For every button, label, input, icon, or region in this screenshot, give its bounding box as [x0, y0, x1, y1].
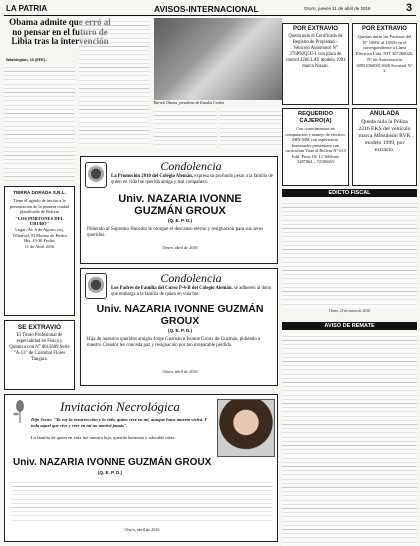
invitacion-name: Univ. NAZARIA IVONNE GUZMÁN GROUX: [13, 457, 212, 468]
article-photo-caption: Barack Obama, presidente de Estados Unidos: [154, 101, 225, 105]
invitacion-rip: (Q. E. P. D.): [98, 470, 122, 475]
notice-time: Hrs. 19:30 Fecha:: [23, 238, 56, 244]
por-extravio-notice-2: [352, 23, 417, 105]
condolencia-org-rest: se adhieren al dolor que embarga a la familia de quien en vida fue:: [111, 286, 272, 297]
condolencia-heading: Condolencia: [160, 271, 222, 285]
condolencia-org-rest: expresa su profundo pesar a la familia de quien en vida fue querida amiga y leal compañera:: [111, 174, 273, 185]
flower-icon: [11, 399, 29, 423]
invitacion-heading: Invitación Necrológica: [60, 399, 180, 414]
condolencia-rip: (Q. E. P. D.): [168, 328, 192, 333]
condolencia-signoff: Oruro, abril de 2016: [162, 369, 198, 374]
notice-title: REQUERIDO CAJERO(A): [297, 111, 334, 124]
article-headline: Obama admite que erró al no pensar en el futuro de Libia tras la intervención: [9, 17, 111, 47]
tierra-dorada-notice: [4, 186, 75, 316]
edicto-fiscal: [282, 189, 417, 319]
condolencia-org: La Promoción 2010 del Colegio Alemán,: [111, 174, 193, 179]
condolencia-message: Hija de nuestros queridos amigos Jorge Guzmán e Ivonne Groux de Guzmán, pidiendo a nuestro Creador les conceda paz y resignación por tan irreparable pérdida.: [87, 337, 261, 348]
anulada-notice: [352, 108, 417, 186]
quote-author: Dijo Jesús:: [31, 417, 53, 422]
invitacion-intro: La familia de quien en vida fue nuestra hija, querida hermana y adorable nieta:: [31, 435, 176, 440]
notice-date: 11 de Abril 2016: [24, 243, 55, 249]
paper-name: LA PATRIA: [6, 4, 48, 13]
condolencia-name-2: GROUX: [160, 315, 200, 327]
notice-body: Queda nulo el Certificado de Registro de Propiedad – Vehículo Automotor N° 376P90Q5U-1 con placa de control 1266 LAY modelo 1991 marca Nissan.: [285, 34, 346, 69]
page-header: [4, 3, 416, 16]
notice-body: Quedan nulas las Facturas del N° 10001 al 10500 en el correspondiente a Línea Eléctrica Ltda. NIT 307260026, N° de Autorización 389510600011668 Sucursal N° 2: [355, 34, 414, 74]
date-line: Oruro, jueves 11 de abril de 2016: [304, 6, 371, 11]
condolencia-name-1: Univ. NAZARIA IVONNE: [118, 193, 242, 205]
article-body-col1: [4, 64, 75, 182]
notice-body: Con conocimientos en computación y manejo de efectivo. MIN-MM con experiencia. Interesados presentarse con currículum Vitae al Bolívar N° 613 Edif. Pisos Of. 13 Teléfono 5287064 – 72100663: [285, 126, 346, 164]
invitacion-signoff: Oruro, abril de 2016: [124, 527, 160, 532]
article-photo: [154, 18, 282, 100]
school-crest-icon: [85, 162, 107, 188]
notice-title: SE EXTRAVIÓ: [17, 324, 62, 331]
article-body-col3b: [154, 108, 217, 148]
section-title: AVISOS-INTERNACIONAL: [154, 4, 259, 14]
invitacion-body: [11, 479, 273, 523]
por-extravio-notice-1: [282, 23, 349, 105]
condolencia-intro: [111, 174, 275, 186]
condolencia-name-2: GUZMÁN GROUX: [134, 205, 226, 217]
condolencia-signoff: Oruro, abril de 2016: [162, 245, 198, 250]
remate-body: [282, 333, 417, 546]
article-body-col4: [220, 108, 283, 148]
remate-title: AVISO DE REMATE: [282, 322, 417, 330]
notice-body: Queda nula la Póliza 2216 EKS del vehículo marca Mitsubishi RVR modelo 1999, por extravío.: [358, 119, 411, 153]
school-crest-icon: [85, 273, 107, 299]
article-dateline: Washington, 10 (EFE).-: [6, 58, 48, 62]
invitacion-quote: [31, 417, 211, 428]
condolencia-name-1: Univ. NAZARIA IVONNE GUZMÁN: [96, 303, 264, 315]
aviso-remate: [282, 322, 417, 542]
notice-title: ANULADA: [369, 111, 400, 117]
article-body-col2: [79, 18, 149, 146]
condolencia-intro: [111, 286, 275, 298]
condolencia-heading: Condolencia: [160, 159, 222, 173]
edicto-body: [282, 200, 417, 308]
condolencia-2: [80, 268, 278, 386]
requerido-notice: [282, 108, 349, 186]
notice-body: El Título Profesional de especialidad en Física y Química con N° 0015609 Serie "A-13" de Cristobal Flores Tangara.: [9, 333, 70, 362]
invitacion-necrologica: [4, 394, 278, 542]
page-number: 3: [406, 2, 413, 14]
notice-title: POR EXTRAVIO: [293, 26, 338, 32]
condolencia-org: Los Padres de Familia del Curso P-4-B del Colegio Alemán,: [111, 286, 233, 291]
condolencia-rip: (Q. E. P. D.): [168, 218, 192, 223]
edicto-title: EDICTO FISCAL: [282, 189, 417, 197]
notice-body: Tiene el agrado de invitar a la presentación de la primera ciudad planificada de Bolivia: [9, 198, 70, 215]
se-extravio-notice: [4, 320, 75, 390]
condolencia-message: Pidiendo al Supremo Hacedor le otorgue el descanso eterno y resignación para sus seres queridos.: [87, 227, 264, 238]
notice-highlight: "LOS PORTONES DEL URUBÓ": [15, 215, 64, 227]
notice-title: TIERRA DORADA S.R.L.: [13, 190, 66, 195]
edicto-signoff: Oruro, 21 de marzo de 2016: [329, 309, 370, 313]
notice-place: Lugar: Av. 6 de Agosto esq. Villarroel, El Molino de Piedra: [12, 226, 67, 238]
quote-text: "Yo soy la resurrección y la vida, quien cree en mí, aunque haya muerto vivirá. Y todo aquel que vive y cree en mí no morirá jamás".: [31, 417, 207, 428]
notice-title: POR EXTRAVIO: [362, 26, 407, 32]
deceased-photo: [217, 399, 275, 457]
condolencia-1: [80, 156, 278, 264]
